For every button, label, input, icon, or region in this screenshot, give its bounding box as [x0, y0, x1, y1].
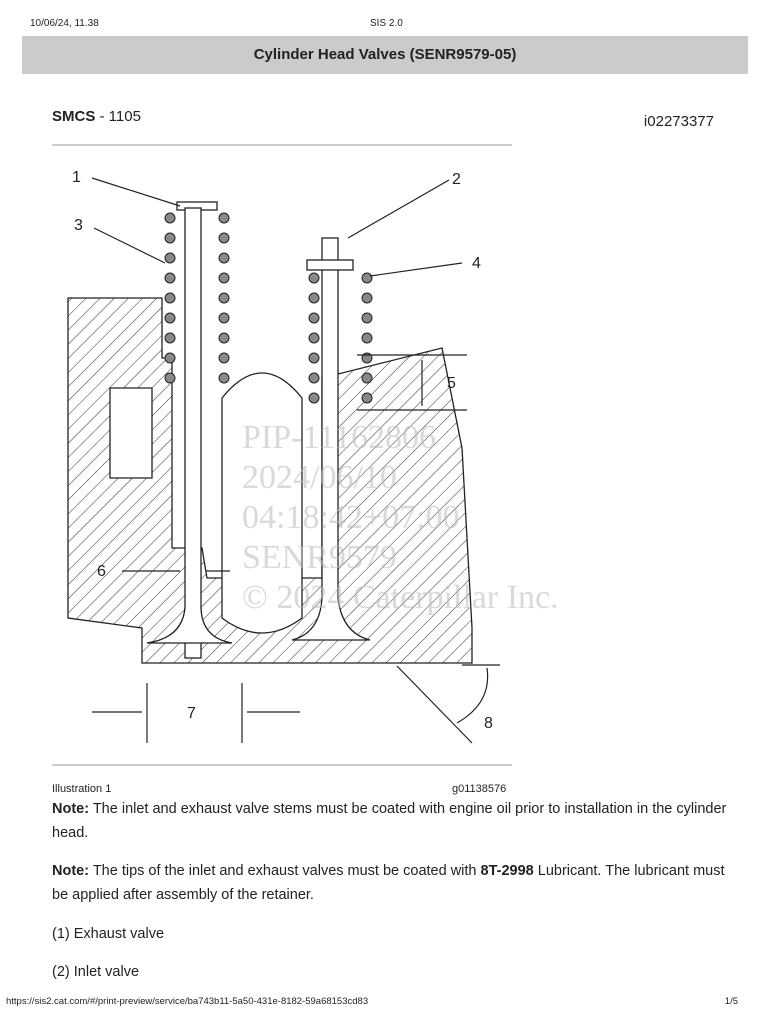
note-text: The inlet and exhaust valve stems must be coated with engine oil prior to installation in the cylinder head.	[52, 801, 727, 841]
note-2	[52, 859, 732, 907]
divider	[52, 144, 512, 146]
note-label: Note:	[52, 801, 90, 817]
graphic-id: g01138576	[452, 783, 507, 795]
part-number: 8T-2998	[480, 863, 534, 879]
callout-4: 4	[472, 255, 481, 272]
watermark-line: © 2024 Caterpillar Inc.	[242, 579, 559, 616]
note-text: Lubricant. The lubricant must be applied after assembly of the retainer.	[52, 863, 725, 903]
print-datetime: 10/06/24, 11.38	[30, 18, 99, 29]
document-id: i02273377	[643, 113, 714, 130]
callout-6: 6	[97, 563, 106, 580]
cylinder-head-diagram	[52, 148, 652, 760]
callout-5: 5	[447, 375, 456, 392]
note-text: The tips of the inlet and exhaust valves must be coated with	[89, 863, 481, 879]
page-url: https://sis2.cat.com/#/print-preview/service/ba743b11-5a50-431e-8182-59a68153cd83	[6, 996, 369, 1007]
note-1	[52, 797, 732, 845]
divider	[52, 764, 512, 766]
page-number: 1/5	[724, 996, 738, 1007]
app-name: SIS 2.0	[370, 18, 403, 29]
watermark-line: 2024/06/10	[242, 459, 397, 496]
legend-item: (1) Exhaust valve	[52, 926, 165, 942]
watermark-line: PIP-11162806	[242, 419, 436, 456]
callout-2: 2	[452, 171, 461, 188]
callout-8: 8	[484, 715, 493, 732]
callout-7: 7	[187, 705, 196, 722]
page-title: Cylinder Head Valves (SENR9579-05)	[22, 36, 748, 74]
watermark-line: 04:18:42+07:00	[242, 499, 460, 536]
note-label: Note:	[52, 863, 90, 879]
legend-item: (2) Inlet valve	[52, 964, 140, 980]
callout-3: 3	[74, 217, 83, 234]
illustration-caption: Illustration 1	[52, 783, 112, 795]
smcs-label: SMCS	[52, 108, 96, 125]
smcs-code	[52, 108, 141, 125]
watermark-line: SENR9579	[242, 539, 397, 576]
callout-1: 1	[72, 169, 81, 186]
smcs-value: - 1105	[95, 108, 141, 125]
